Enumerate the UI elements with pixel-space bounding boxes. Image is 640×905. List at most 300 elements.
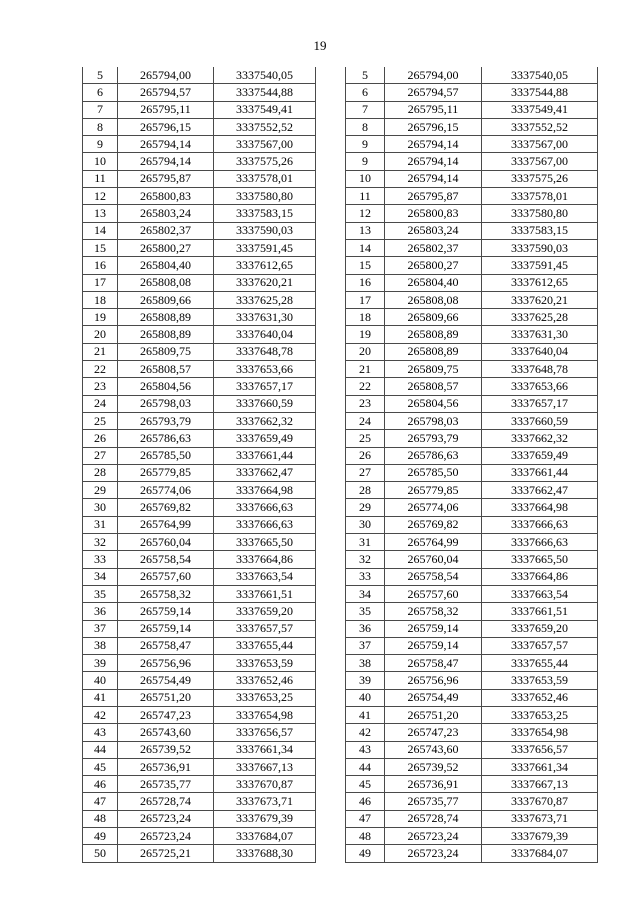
- x-coordinate-cell: 265743,60: [385, 741, 482, 758]
- table-row: [83, 516, 316, 533]
- y-coordinate-cell: 3337661,44: [214, 447, 316, 464]
- table-row: [83, 706, 316, 723]
- x-coordinate-cell: 265747,23: [118, 706, 214, 723]
- y-coordinate-cell: 3337552,52: [214, 118, 316, 135]
- x-coordinate-cell: 265794,14: [385, 153, 482, 170]
- point-number-cell: 46: [83, 776, 118, 793]
- y-coordinate-cell: 3337667,13: [214, 758, 316, 775]
- point-number-cell: 12: [346, 205, 385, 222]
- y-coordinate-cell: 3337583,15: [214, 205, 316, 222]
- table-row: [83, 672, 316, 689]
- y-coordinate-cell: 3337660,59: [214, 395, 316, 412]
- table-row: [83, 309, 316, 326]
- x-coordinate-cell: 265800,83: [385, 205, 482, 222]
- x-coordinate-cell: 265739,52: [118, 741, 214, 758]
- table-row: [346, 118, 598, 135]
- x-coordinate-cell: 265757,60: [385, 585, 482, 602]
- table-row: [83, 84, 316, 101]
- y-coordinate-cell: 3337661,51: [482, 603, 598, 620]
- x-coordinate-cell: 265743,60: [118, 724, 214, 741]
- table-row: [83, 395, 316, 412]
- table-row: [346, 741, 598, 758]
- point-number-cell: 39: [83, 655, 118, 672]
- point-number-cell: 14: [83, 222, 118, 239]
- point-number-cell: 25: [83, 412, 118, 429]
- x-coordinate-cell: 265804,56: [385, 395, 482, 412]
- y-coordinate-cell: 3337567,00: [482, 136, 598, 153]
- point-number-cell: 13: [83, 205, 118, 222]
- x-coordinate-cell: 265785,50: [385, 464, 482, 481]
- x-coordinate-cell: 265795,11: [118, 101, 214, 118]
- point-number-cell: 22: [346, 378, 385, 395]
- x-coordinate-cell: 265735,77: [118, 776, 214, 793]
- table-row: [83, 464, 316, 481]
- x-coordinate-cell: 265779,85: [118, 464, 214, 481]
- table-row: [83, 343, 316, 360]
- table-row: [346, 672, 598, 689]
- table-row: [346, 637, 598, 654]
- table-row: [83, 67, 316, 84]
- x-coordinate-cell: 265802,37: [385, 239, 482, 256]
- point-number-cell: 19: [346, 326, 385, 343]
- table-row: [83, 655, 316, 672]
- point-number-cell: 11: [346, 188, 385, 205]
- y-coordinate-cell: 3337657,17: [214, 378, 316, 395]
- point-number-cell: 49: [83, 828, 118, 845]
- point-number-cell: 6: [83, 84, 118, 101]
- point-number-cell: 20: [346, 343, 385, 360]
- point-number-cell: 24: [346, 412, 385, 429]
- y-coordinate-cell: 3337659,20: [482, 620, 598, 637]
- x-coordinate-cell: 265800,83: [118, 188, 214, 205]
- point-number-cell: 43: [83, 724, 118, 741]
- y-coordinate-cell: 3337653,59: [214, 655, 316, 672]
- point-number-cell: 8: [83, 118, 118, 135]
- point-number-cell: 41: [346, 706, 385, 723]
- x-coordinate-cell: 265794,14: [118, 153, 214, 170]
- y-coordinate-cell: 3337657,17: [482, 395, 598, 412]
- x-coordinate-cell: 265809,75: [385, 361, 482, 378]
- y-coordinate-cell: 3337670,87: [214, 776, 316, 793]
- table-row: [83, 274, 316, 291]
- point-number-cell: 24: [83, 395, 118, 412]
- table-row: [83, 758, 316, 775]
- y-coordinate-cell: 3337664,86: [482, 568, 598, 585]
- x-coordinate-cell: 265758,54: [118, 551, 214, 568]
- point-number-cell: 47: [346, 810, 385, 827]
- point-number-cell: 27: [83, 447, 118, 464]
- table-row: [83, 447, 316, 464]
- x-coordinate-cell: 265736,91: [118, 758, 214, 775]
- table-row: [346, 361, 598, 378]
- y-coordinate-cell: 3337653,59: [482, 672, 598, 689]
- table-row: [346, 482, 598, 499]
- y-coordinate-cell: 3337583,15: [482, 222, 598, 239]
- x-coordinate-cell: 265794,14: [385, 170, 482, 187]
- table-row: [83, 361, 316, 378]
- x-coordinate-cell: 265758,32: [118, 585, 214, 602]
- point-number-cell: 18: [346, 309, 385, 326]
- point-number-cell: 30: [83, 499, 118, 516]
- y-coordinate-cell: 3337665,50: [482, 551, 598, 568]
- table-row: [346, 724, 598, 741]
- table-row: [83, 603, 316, 620]
- point-number-cell: 29: [346, 499, 385, 516]
- y-coordinate-cell: 3337660,59: [482, 412, 598, 429]
- table-row: [83, 776, 316, 793]
- point-number-cell: 43: [346, 741, 385, 758]
- table-row: [83, 845, 316, 862]
- y-coordinate-cell: 3337666,63: [214, 516, 316, 533]
- point-number-cell: 5: [83, 67, 118, 84]
- y-coordinate-cell: 3337662,47: [482, 482, 598, 499]
- table-row: [346, 464, 598, 481]
- table-row: [83, 810, 316, 827]
- x-coordinate-cell: 265747,23: [385, 724, 482, 741]
- table-row: [83, 585, 316, 602]
- x-coordinate-cell: 265736,91: [385, 776, 482, 793]
- table-row: [346, 239, 598, 256]
- y-coordinate-cell: 3337657,57: [214, 620, 316, 637]
- y-coordinate-cell: 3337578,01: [482, 188, 598, 205]
- point-number-cell: 36: [346, 620, 385, 637]
- x-coordinate-cell: 265794,57: [118, 84, 214, 101]
- point-number-cell: 12: [83, 188, 118, 205]
- x-coordinate-cell: 265723,24: [118, 828, 214, 845]
- x-coordinate-cell: 265808,57: [385, 378, 482, 395]
- x-coordinate-cell: 265758,32: [385, 603, 482, 620]
- table-row: [346, 551, 598, 568]
- y-coordinate-cell: 3337631,30: [214, 309, 316, 326]
- point-number-cell: 23: [83, 378, 118, 395]
- table-row: [83, 101, 316, 118]
- point-number-cell: 28: [83, 464, 118, 481]
- table-row: [346, 136, 598, 153]
- table-row: [346, 447, 598, 464]
- y-coordinate-cell: 3337654,98: [482, 724, 598, 741]
- y-coordinate-cell: 3337653,66: [482, 378, 598, 395]
- table-row: [346, 188, 598, 205]
- point-number-cell: 21: [83, 343, 118, 360]
- y-coordinate-cell: 3337575,26: [214, 153, 316, 170]
- y-coordinate-cell: 3337670,87: [482, 793, 598, 810]
- table-row: [346, 274, 598, 291]
- y-coordinate-cell: 3337684,07: [482, 845, 598, 862]
- point-number-cell: 19: [83, 309, 118, 326]
- table-row: [346, 499, 598, 516]
- x-coordinate-cell: 265723,24: [118, 810, 214, 827]
- table-row: [346, 706, 598, 723]
- y-coordinate-cell: 3337655,44: [214, 637, 316, 654]
- y-coordinate-cell: 3337661,34: [214, 741, 316, 758]
- table-row: [346, 395, 598, 412]
- table-row: [346, 534, 598, 551]
- x-coordinate-cell: 265786,63: [385, 447, 482, 464]
- point-number-cell: 26: [83, 430, 118, 447]
- table-row: [346, 67, 598, 84]
- x-coordinate-cell: 265760,04: [118, 534, 214, 551]
- table-row: [346, 568, 598, 585]
- y-coordinate-cell: 3337656,57: [214, 724, 316, 741]
- point-number-cell: 27: [346, 464, 385, 481]
- point-number-cell: 11: [83, 170, 118, 187]
- x-coordinate-cell: 265758,47: [385, 655, 482, 672]
- table-row: [346, 585, 598, 602]
- table-row: [83, 793, 316, 810]
- table-row: [83, 689, 316, 706]
- table-row: [346, 603, 598, 620]
- table-row: [346, 343, 598, 360]
- x-coordinate-cell: 265809,75: [118, 343, 214, 360]
- table-row: [83, 551, 316, 568]
- table-row: [346, 620, 598, 637]
- table-row: [346, 828, 598, 845]
- y-coordinate-cell: 3337661,34: [482, 758, 598, 775]
- x-coordinate-cell: 265794,14: [118, 136, 214, 153]
- y-coordinate-cell: 3337620,21: [214, 274, 316, 291]
- table-row: [346, 758, 598, 775]
- point-number-cell: 16: [83, 257, 118, 274]
- y-coordinate-cell: 3337673,71: [214, 793, 316, 810]
- point-number-cell: 16: [346, 274, 385, 291]
- point-number-cell: 44: [83, 741, 118, 758]
- y-coordinate-cell: 3337567,00: [214, 136, 316, 153]
- y-coordinate-cell: 3337659,20: [214, 603, 316, 620]
- x-coordinate-cell: 265735,77: [385, 793, 482, 810]
- point-number-cell: 18: [83, 291, 118, 308]
- table-row: [83, 205, 316, 222]
- x-coordinate-cell: 265764,99: [118, 516, 214, 533]
- y-coordinate-cell: 3337591,45: [482, 257, 598, 274]
- x-coordinate-cell: 265808,08: [118, 274, 214, 291]
- point-number-cell: 26: [346, 447, 385, 464]
- point-number-cell: 41: [83, 689, 118, 706]
- table-row: [83, 568, 316, 585]
- x-coordinate-cell: 265800,27: [118, 239, 214, 256]
- x-coordinate-cell: 265759,14: [385, 620, 482, 637]
- table-row: [83, 499, 316, 516]
- y-coordinate-cell: 3337640,04: [214, 326, 316, 343]
- point-number-cell: 22: [83, 361, 118, 378]
- x-coordinate-cell: 265808,89: [118, 326, 214, 343]
- x-coordinate-cell: 265769,82: [385, 516, 482, 533]
- x-coordinate-cell: 265759,14: [385, 637, 482, 654]
- point-number-cell: 10: [346, 170, 385, 187]
- y-coordinate-cell: 3337620,21: [482, 291, 598, 308]
- x-coordinate-cell: 265760,04: [385, 551, 482, 568]
- point-number-cell: 28: [346, 482, 385, 499]
- x-coordinate-cell: 265808,57: [118, 361, 214, 378]
- y-coordinate-cell: 3337549,41: [482, 101, 598, 118]
- y-coordinate-cell: 3337552,52: [482, 118, 598, 135]
- table-row: [346, 516, 598, 533]
- point-number-cell: 8: [346, 118, 385, 135]
- table-row: [346, 810, 598, 827]
- point-number-cell: 38: [83, 637, 118, 654]
- table-row: [346, 222, 598, 239]
- table-row: [346, 309, 598, 326]
- y-coordinate-cell: 3337664,86: [214, 551, 316, 568]
- table-row: [346, 793, 598, 810]
- y-coordinate-cell: 3337661,44: [482, 464, 598, 481]
- y-coordinate-cell: 3337653,25: [482, 706, 598, 723]
- point-number-cell: 7: [83, 101, 118, 118]
- point-number-cell: 48: [83, 810, 118, 827]
- point-number-cell: 34: [83, 568, 118, 585]
- x-coordinate-cell: 265803,24: [385, 222, 482, 239]
- y-coordinate-cell: 3337656,57: [482, 741, 598, 758]
- point-number-cell: 46: [346, 793, 385, 810]
- x-coordinate-cell: 265796,15: [385, 118, 482, 135]
- y-coordinate-cell: 3337575,26: [482, 170, 598, 187]
- point-number-cell: 47: [83, 793, 118, 810]
- y-coordinate-cell: 3337679,39: [214, 810, 316, 827]
- y-coordinate-cell: 3337664,98: [214, 482, 316, 499]
- table-row: [83, 378, 316, 395]
- y-coordinate-cell: 3337664,98: [482, 499, 598, 516]
- y-coordinate-cell: 3337612,65: [214, 257, 316, 274]
- point-number-cell: 21: [346, 361, 385, 378]
- x-coordinate-cell: 265796,15: [118, 118, 214, 135]
- table-row: [83, 637, 316, 654]
- y-coordinate-cell: 3337580,80: [482, 205, 598, 222]
- y-coordinate-cell: 3337659,49: [482, 447, 598, 464]
- x-coordinate-cell: 265756,96: [385, 672, 482, 689]
- x-coordinate-cell: 265795,87: [118, 170, 214, 187]
- table-row: [83, 291, 316, 308]
- point-number-cell: 39: [346, 672, 385, 689]
- x-coordinate-cell: 265725,21: [118, 845, 214, 862]
- page-number: 19: [313, 38, 327, 53]
- x-coordinate-cell: 265764,99: [385, 534, 482, 551]
- x-coordinate-cell: 265804,56: [118, 378, 214, 395]
- point-number-cell: 33: [83, 551, 118, 568]
- x-coordinate-cell: 265804,40: [118, 257, 214, 274]
- table-row: [83, 534, 316, 551]
- x-coordinate-cell: 265798,03: [118, 395, 214, 412]
- point-number-cell: 36: [83, 603, 118, 620]
- y-coordinate-cell: 3337648,78: [214, 343, 316, 360]
- y-coordinate-cell: 3337540,05: [482, 67, 598, 84]
- x-coordinate-cell: 265754,49: [385, 689, 482, 706]
- table-row: [83, 188, 316, 205]
- y-coordinate-cell: 3337640,04: [482, 343, 598, 360]
- y-coordinate-cell: 3337549,41: [214, 101, 316, 118]
- table-row: [346, 205, 598, 222]
- x-coordinate-cell: 265808,89: [118, 309, 214, 326]
- y-coordinate-cell: 3337663,54: [482, 585, 598, 602]
- point-number-cell: 13: [346, 222, 385, 239]
- x-coordinate-cell: 265793,79: [118, 412, 214, 429]
- coordinates-table-left: [82, 67, 316, 863]
- point-number-cell: 40: [83, 672, 118, 689]
- table-row: [346, 170, 598, 187]
- point-number-cell: 32: [346, 551, 385, 568]
- y-coordinate-cell: 3337661,51: [214, 585, 316, 602]
- table-row: [346, 845, 598, 862]
- y-coordinate-cell: 3337657,57: [482, 637, 598, 654]
- y-coordinate-cell: 3337567,00: [482, 153, 598, 170]
- x-coordinate-cell: 265793,79: [385, 430, 482, 447]
- y-coordinate-cell: 3337544,88: [482, 84, 598, 101]
- x-coordinate-cell: 265809,66: [385, 309, 482, 326]
- point-number-cell: 23: [346, 395, 385, 412]
- y-coordinate-cell: 3337684,07: [214, 828, 316, 845]
- point-number-cell: 31: [83, 516, 118, 533]
- x-coordinate-cell: 265786,63: [118, 430, 214, 447]
- x-coordinate-cell: 265808,89: [385, 326, 482, 343]
- point-number-cell: 35: [346, 603, 385, 620]
- point-number-cell: 9: [83, 136, 118, 153]
- point-number-cell: 17: [346, 291, 385, 308]
- y-coordinate-cell: 3337655,44: [482, 655, 598, 672]
- table-row: [346, 291, 598, 308]
- y-coordinate-cell: 3337663,54: [214, 568, 316, 585]
- table-row: [346, 326, 598, 343]
- table-row: [346, 430, 598, 447]
- table-row: [346, 378, 598, 395]
- point-number-cell: 40: [346, 689, 385, 706]
- x-coordinate-cell: 265794,00: [118, 67, 214, 84]
- x-coordinate-cell: 265723,24: [385, 828, 482, 845]
- table-row: [346, 689, 598, 706]
- point-number-cell: 49: [346, 845, 385, 862]
- x-coordinate-cell: 265794,14: [385, 136, 482, 153]
- table-row: [83, 724, 316, 741]
- y-coordinate-cell: 3337673,71: [482, 810, 598, 827]
- y-coordinate-cell: 3337540,05: [214, 67, 316, 84]
- x-coordinate-cell: 265751,20: [118, 689, 214, 706]
- y-coordinate-cell: 3337648,78: [482, 361, 598, 378]
- x-coordinate-cell: 265785,50: [118, 447, 214, 464]
- x-coordinate-cell: 265804,40: [385, 274, 482, 291]
- y-coordinate-cell: 3337666,63: [482, 534, 598, 551]
- table-row: [83, 326, 316, 343]
- y-coordinate-cell: 3337590,03: [214, 222, 316, 239]
- x-coordinate-cell: 265794,57: [385, 84, 482, 101]
- x-coordinate-cell: 265728,74: [118, 793, 214, 810]
- point-number-cell: 42: [83, 706, 118, 723]
- x-coordinate-cell: 265802,37: [118, 222, 214, 239]
- point-number-cell: 20: [83, 326, 118, 343]
- table-row: [83, 620, 316, 637]
- point-number-cell: 29: [83, 482, 118, 499]
- y-coordinate-cell: 3337654,98: [214, 706, 316, 723]
- y-coordinate-cell: 3337580,80: [214, 188, 316, 205]
- x-coordinate-cell: 265769,82: [118, 499, 214, 516]
- x-coordinate-cell: 265808,08: [385, 291, 482, 308]
- table-row: [83, 136, 316, 153]
- y-coordinate-cell: 3337625,28: [482, 309, 598, 326]
- point-number-cell: 38: [346, 655, 385, 672]
- x-coordinate-cell: 265728,74: [385, 810, 482, 827]
- x-coordinate-cell: 265758,47: [118, 637, 214, 654]
- y-coordinate-cell: 3337666,63: [482, 516, 598, 533]
- y-coordinate-cell: 3337591,45: [214, 239, 316, 256]
- y-coordinate-cell: 3337625,28: [214, 291, 316, 308]
- y-coordinate-cell: 3337659,49: [214, 430, 316, 447]
- x-coordinate-cell: 265798,03: [385, 412, 482, 429]
- point-number-cell: 50: [83, 845, 118, 862]
- point-number-cell: 15: [346, 257, 385, 274]
- point-number-cell: 37: [346, 637, 385, 654]
- table-row: [83, 239, 316, 256]
- y-coordinate-cell: 3337590,03: [482, 239, 598, 256]
- x-coordinate-cell: 265759,14: [118, 603, 214, 620]
- point-number-cell: 31: [346, 534, 385, 551]
- y-coordinate-cell: 3337662,32: [214, 412, 316, 429]
- y-coordinate-cell: 3337544,88: [214, 84, 316, 101]
